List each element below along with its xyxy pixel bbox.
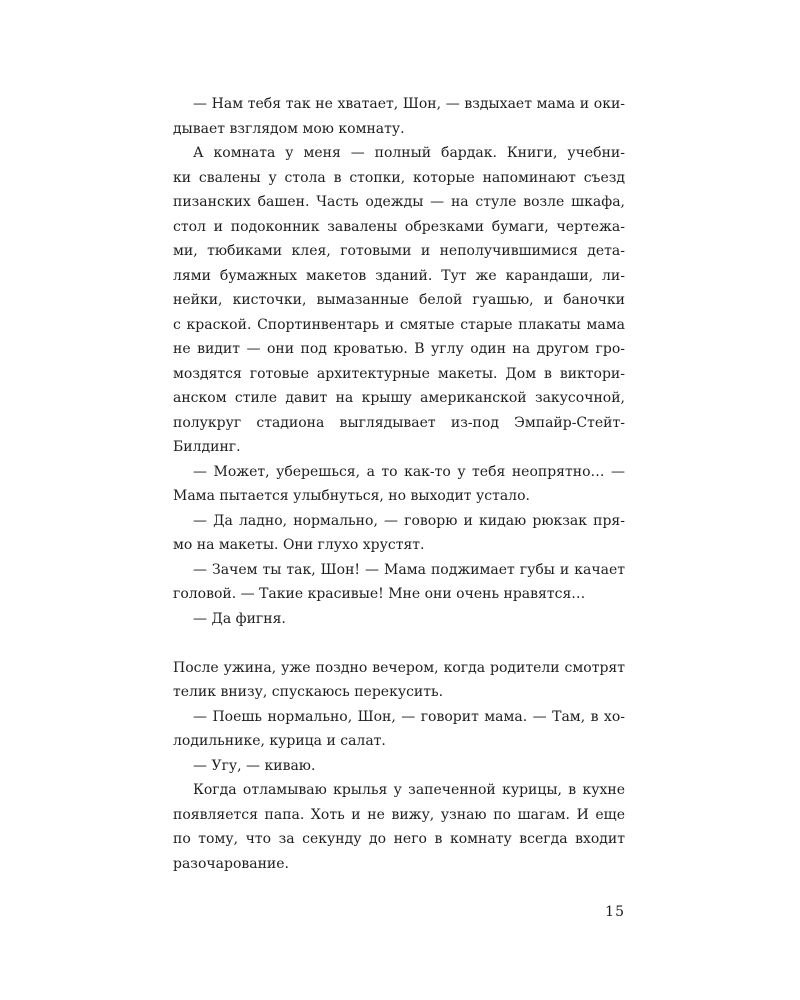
page-number: 15 [605,904,625,920]
text-line: разочарование. [173,855,289,872]
body-text [173,92,625,876]
text-line: полукруг стадиона выглядывает из-под Эмпайр-Стейт- [173,414,625,431]
text-line: ки свалены у стола в стопки, которые напоминают съезд [173,169,625,186]
text-line: пизанских башен. Часть одежды — на стуле возле шкафа, [173,194,625,210]
text-line: дывает взглядом мою комнату. [173,120,405,137]
text-line: нейки, кисточки, вымазанные белой гуашью, и баночки [173,292,625,308]
text-line: — Угу, — киваю. [193,757,316,774]
text-line: А комната у меня — полный бардак. Книги, учебни- [193,145,625,161]
text-line: После ужина, уже поздно вечером, когда родители смотрят [173,659,625,676]
text-line: — Может, уберешься, а то как-то у тебя неопрятно… — [193,463,625,480]
text-line: — Да фигня. [193,610,286,627]
text-line: Когда отламываю крылья у запеченной курицы, в кухне [193,782,625,798]
text-line: появляется папа. Хоть и не вижу, узнаю по шагам. И еще [173,806,625,823]
text-line: — Да ладно, нормально, — говорю и кидаю рюкзак пря- [193,512,625,529]
text-line: лодильнике, курица и салат. [173,733,386,749]
text-line: — Зачем ты так, Шон! — Мама поджимает губы и качает [193,561,625,578]
text-line: лями бумажных макетов зданий. Тут же карандаши, ли- [173,267,625,284]
text-line: Мама пытается улыбнуться, но выходит устало. [173,488,530,504]
text-line: с краской. Спортинвентарь и смятые старые плакаты мама [173,316,625,333]
text-line: головой. — Такие красивые! Мне они очень нравятся… [173,586,586,602]
text-line: моздятся готовые архитектурные макеты. Дом в виктори- [173,365,625,382]
text-line: — Нам тебя так не хватает, Шон, — вздыхает мама и оки- [193,96,625,112]
text-line: анском стиле давит на крышу американской закусочной, [173,390,625,406]
text-line: по тому, что за секунду до него в комнату всегда входит [173,831,625,847]
text-line: — Поешь нормально, Шон, — говорит мама. — Там, в хо- [193,708,625,725]
text-line: мо на макеты. Они глухо хрустят. [173,537,425,553]
text-line: Билдинг. [173,439,241,455]
text-line: стол и подоконник завалены обрезками бумаги, чертежа- [173,218,625,235]
text-line: не видит — они под кроватью. В углу один на другом гро- [173,341,625,357]
text-line: телик внизу, спускаюсь перекусить. [173,684,444,700]
text-line: ми, тюбиками клея, готовыми и неполучившимися дета- [173,243,625,259]
section-break [173,631,625,656]
